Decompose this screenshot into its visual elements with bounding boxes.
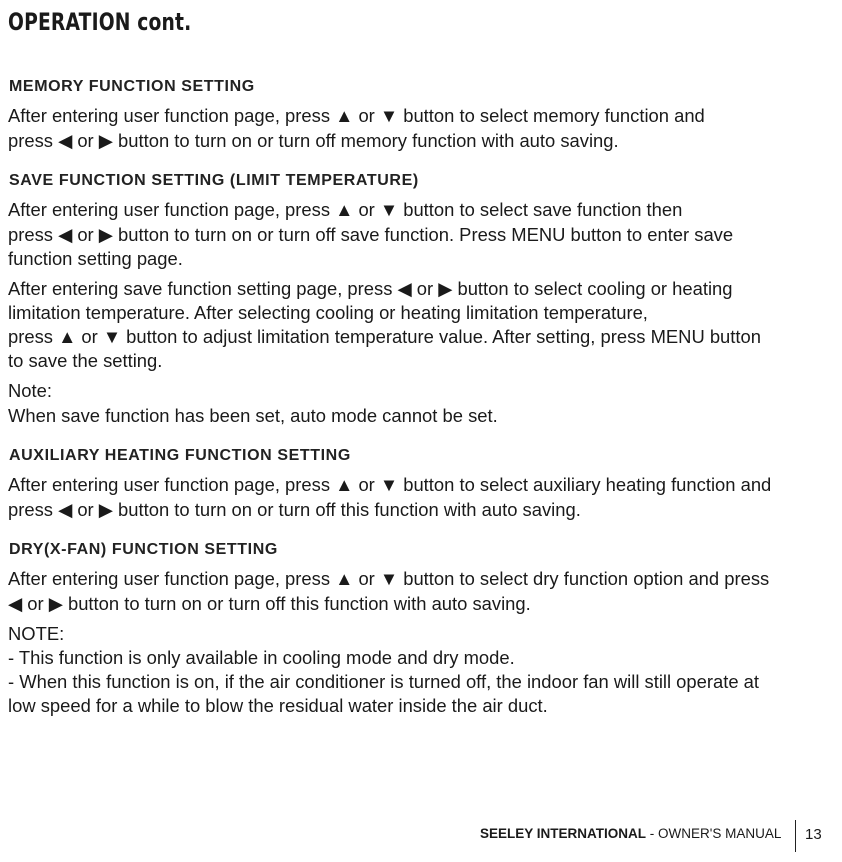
section-heading: MEMORY FUNCTION SETTING [9,78,255,95]
paragraph-line: press ◀ or ▶ button to turn on or turn off memory function with auto saving. [8,130,619,151]
paragraph-line: limitation temperature. After selecting cooling or heating limitation temperature, [8,302,648,323]
paragraph-line: - This function is only available in cooling mode and dry mode. [8,647,515,668]
paragraph-line: press ◀ or ▶ button to turn on or turn off this function with auto saving. [8,499,581,520]
paragraph-line: After entering user function page, press ▲ or ▼ button to select dry function option and press [8,568,770,589]
footer [480,826,781,841]
section-heading: AUXILIARY HEATING FUNCTION SETTING [9,447,351,464]
footer-brand: SEELEY INTERNATIONAL [480,826,647,841]
paragraph-line: to save the setting. [8,350,163,371]
paragraph-line: When save function has been set, auto mode cannot be set. [8,405,498,426]
note-label: Note: [8,380,52,401]
paragraph-line: function setting page. [8,248,183,269]
paragraph-line: low speed for a while to blow the residual water inside the air duct. [8,695,548,716]
section-heading: SAVE FUNCTION SETTING (LIMIT TEMPERATURE) [9,172,419,189]
footer-subtitle: - OWNER'S MANUAL [646,826,782,841]
page-number: 13 [805,826,822,843]
note-label: NOTE: [8,623,65,644]
paragraph-line: press ▲ or ▼ button to adjust limitation temperature value. After setting, press MENU button [8,326,761,347]
section-heading: DRY(X-FAN) FUNCTION SETTING [9,541,278,558]
paragraph-line: After entering save function setting page, press ◀ or ▶ button to select cooling or heating [8,278,733,299]
paragraph-line: After entering user function page, press ▲ or ▼ button to select auxiliary heating function and [8,474,772,495]
page-title: OPERATION cont. [8,8,192,36]
paragraph-line: press ◀ or ▶ button to turn on or turn off save function. Press MENU button to enter save [8,224,734,245]
paragraph-line: After entering user function page, press ▲ or ▼ button to select save function then [8,199,683,220]
footer-divider [795,820,796,852]
paragraph-line: After entering user function page, press ▲ or ▼ button to select memory function and [8,105,705,126]
paragraph-line: ◀ or ▶ button to turn on or turn off this function with auto saving. [8,593,531,614]
paragraph-line: - When this function is on, if the air conditioner is turned off, the indoor fan will still operate at [8,671,760,692]
